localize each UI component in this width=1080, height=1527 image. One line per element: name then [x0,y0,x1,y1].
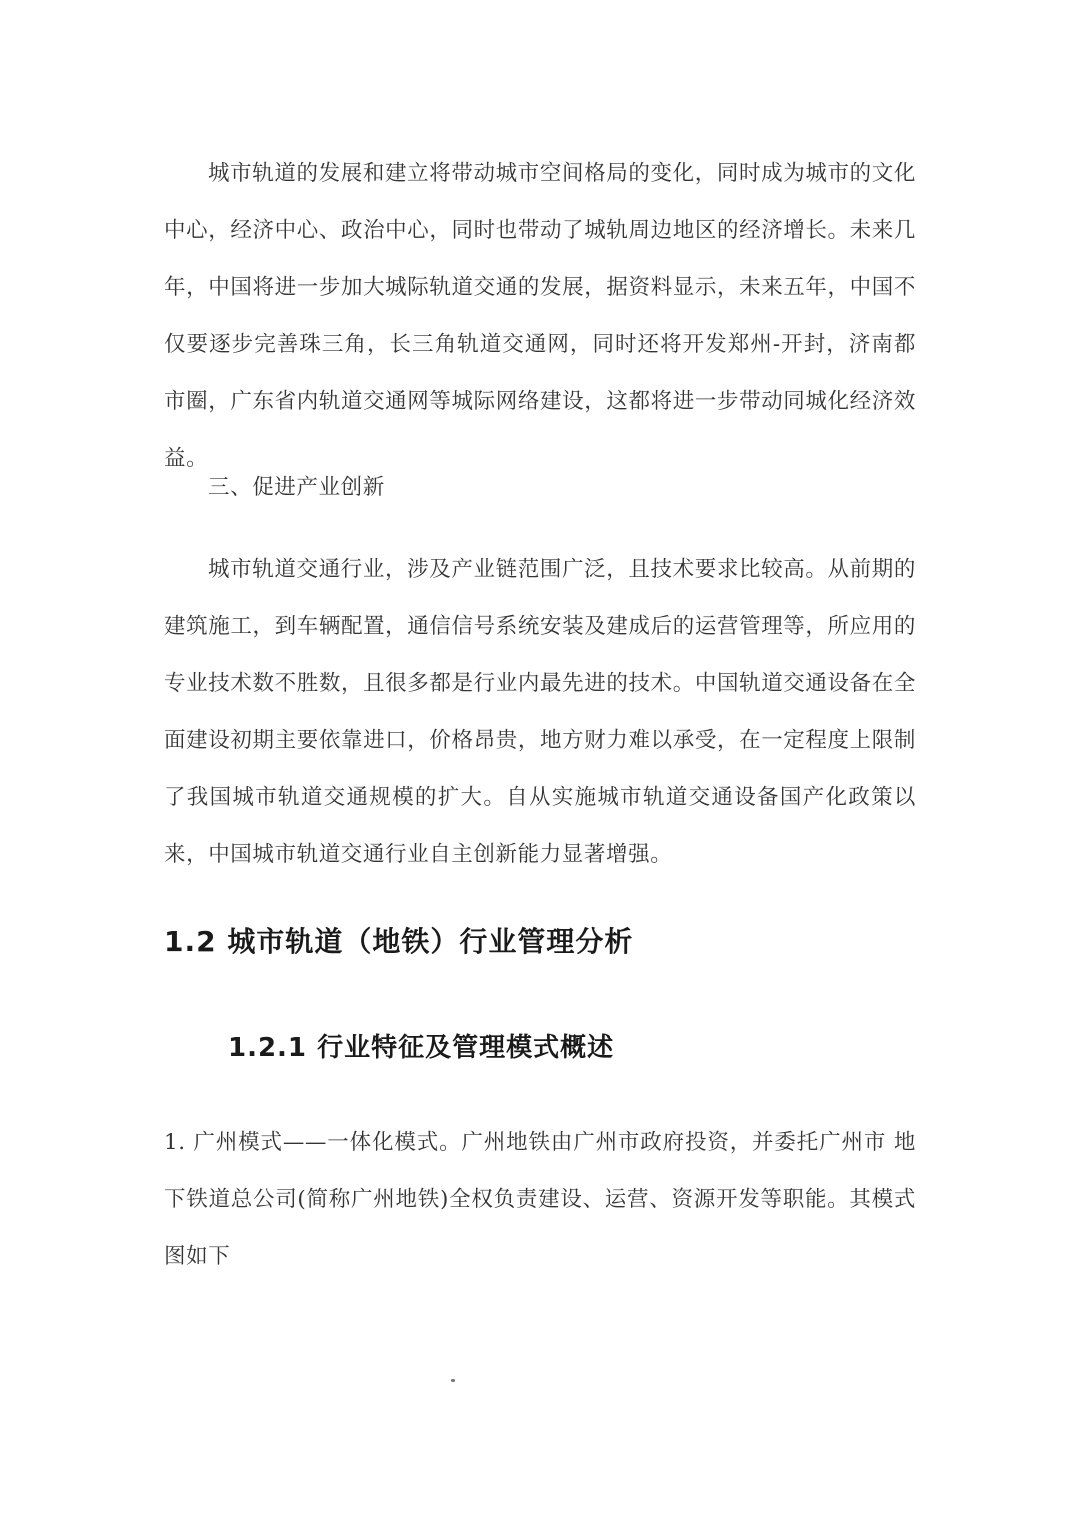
heading-1-2-1: 1.2.1 行业特征及管理模式概述 [228,1033,615,1063]
heading-1-2: 1.2 城市轨道（地铁）行业管理分析 [164,925,634,958]
paragraph-guangzhou-model: 1. 广州模式——一体化模式。广州地铁由广州市政府投资，并委托广州市 地下铁道总公司(简称广州地铁)全权负责建设、运营、资源开发等职能。其模式图如下 [164,1130,916,1269]
paragraph-industry-innovation: 城市轨道交通行业，涉及产业链范围广泛，且技术要求比较高。从前期的建筑施工，到车辆配置，通信信号系统安装及建成后的运营管理等，所应用的专业技术数不胜数，且很多都是行业内最先进的技术。中国轨道交通设备在全面建设初期主要依靠进口，价格昂贵，地方财力难以承受，在一定程度上限制了我国城市轨道交通规模的扩大。自从实施城市轨道交通设备国产化政策以来，中国城市轨道交通行业自主创新能力显著增强。 [164,557,916,867]
scan-speck [451,1379,455,1382]
paragraph-urban-rail-development: 城市轨道的发展和建立将带动城市空间格局的变化，同时成为城市的文化中心，经济中心、政治中心，同时也带动了城轨周边地区的经济增长。未来几年，中国将进一步加大城际轨道交通的发展，据资料显示，未来五年，中国不仅要逐步完善珠三角，长三角轨道交通网，同时还将开发郑州-开封，济南都市圈，广东省内轨道交通网等城际网络建设，这都将进一步带动同城化经济效益。 [164,161,916,471]
section-heading-industry-innovation: 三、促进产业创新 [208,475,385,500]
